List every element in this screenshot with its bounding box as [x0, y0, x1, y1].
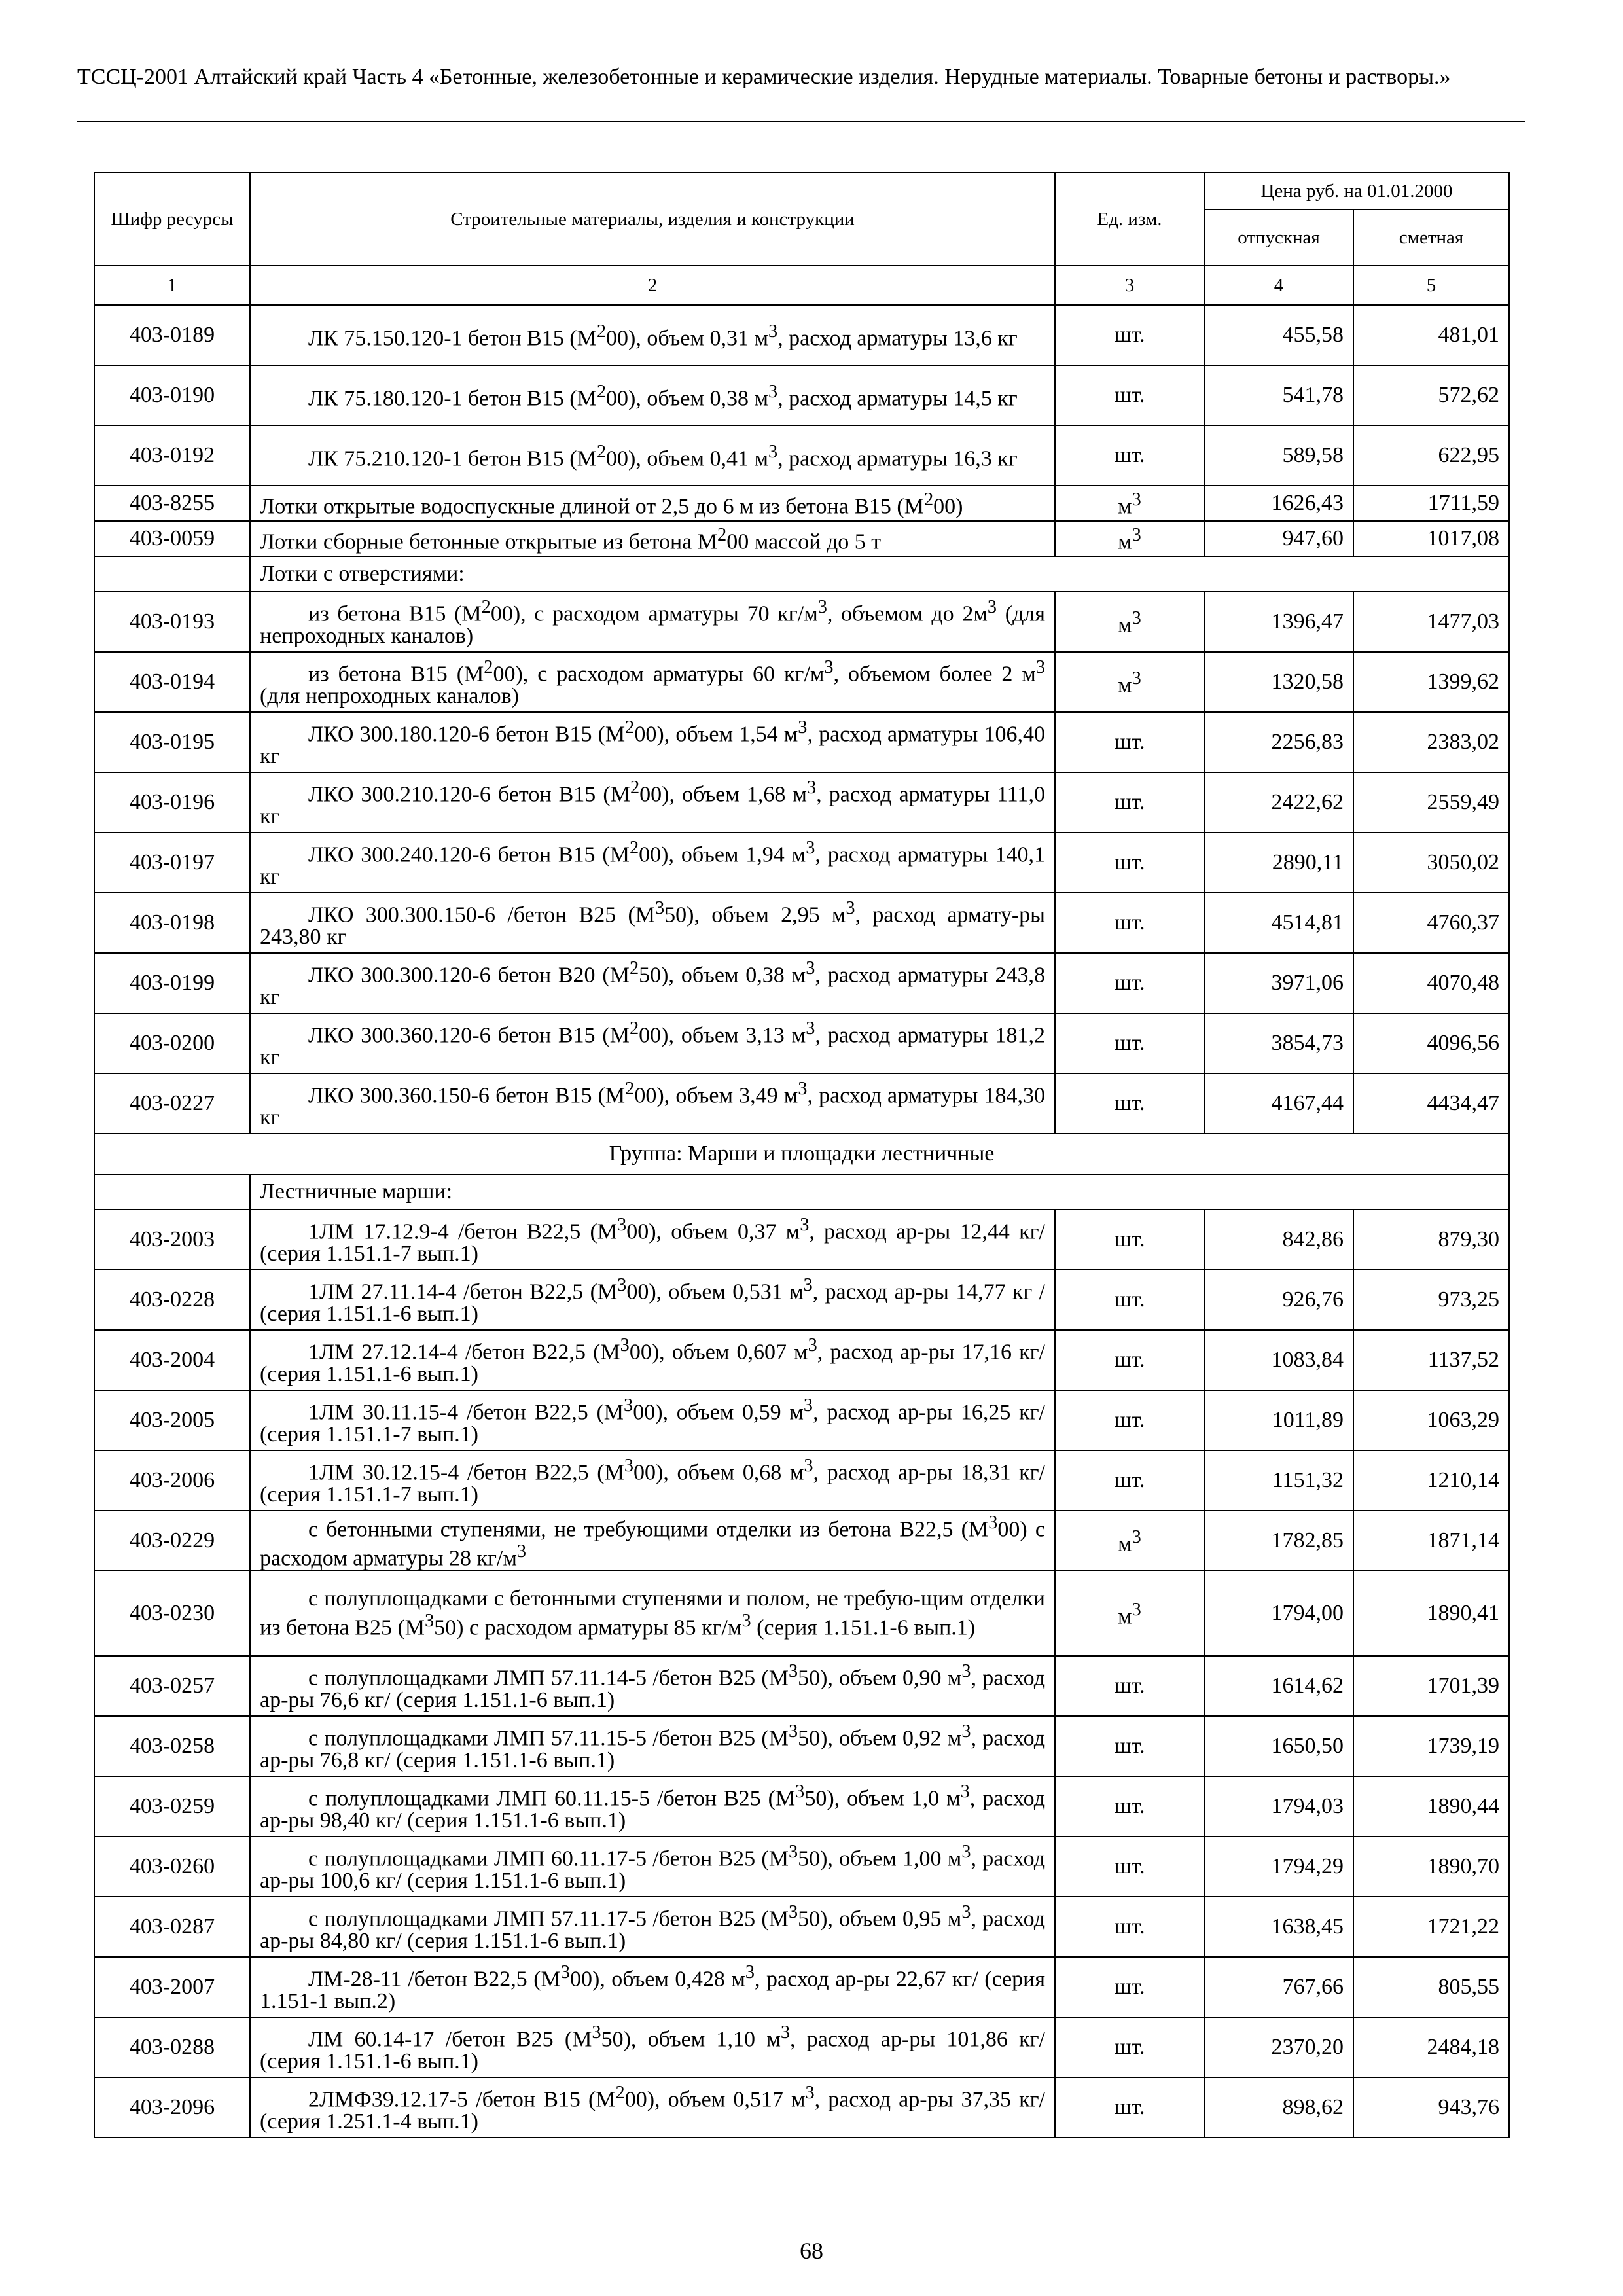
table-row	[94, 1013, 1509, 1073]
material-description: 1ЛМ 27.11.14-4 /бетон В22,5 $(М^300)$, объем 0,531 $м^3$, расход ар-ры 14,77 кг / (серия 1.151.1-6 вып.1)	[250, 1270, 1055, 1330]
resource-code: 403-0260	[94, 1837, 250, 1897]
subheading: Лестничные марши:	[250, 1174, 1509, 1210]
empty-cell	[94, 556, 250, 592]
unit-of-measure: шт.	[1055, 1330, 1204, 1390]
estimate-price: 622,95	[1353, 425, 1509, 486]
resource-code: 403-0229	[94, 1511, 250, 1571]
release-price: 4514,81	[1204, 893, 1353, 953]
estimate-price: 572,62	[1353, 365, 1509, 425]
resource-code: 403-0059	[94, 521, 250, 556]
col-head-estimate: сметная	[1353, 209, 1509, 266]
estimate-price: 1137,52	[1353, 1330, 1509, 1390]
estimate-price: 4760,37	[1353, 893, 1509, 953]
release-price: 2422,62	[1204, 772, 1353, 833]
table-row	[94, 833, 1509, 893]
resource-code: 403-8255	[94, 486, 250, 521]
unit-of-measure: шт.	[1055, 2077, 1204, 2138]
unit-of-measure: $м^3$	[1055, 652, 1204, 712]
unit-of-measure: шт.	[1055, 2017, 1204, 2077]
estimate-price: 1477,03	[1353, 592, 1509, 652]
release-price: 3971,06	[1204, 953, 1353, 1013]
table-row	[94, 1330, 1509, 1390]
material-description: ЛКО 300.300.150-6 /бетон В25 $(М^350)$, объем 2,95 $м^3$, расход армату-ры 243,80 кг	[250, 893, 1055, 953]
table-row	[94, 1716, 1509, 1776]
release-price: 1794,03	[1204, 1776, 1353, 1837]
page-number: 68	[800, 2238, 823, 2264]
material-description: из бетона В15 $(М^200)$, с расходом арматуры 70 $кг/м^3$, объемом до $2м^3$ (для непроходных каналов)	[250, 592, 1055, 652]
release-price: 767,66	[1204, 1957, 1353, 2017]
resource-code: 403-0198	[94, 893, 250, 953]
material-description: ЛК 75.180.120-1 бетон В15 $(М^200)$, объем 0,38 $м^3$, расход арматуры 14,5 кг	[250, 365, 1055, 425]
release-price: 898,62	[1204, 2077, 1353, 2138]
table-row	[94, 712, 1509, 772]
release-price: 1011,89	[1204, 1390, 1353, 1450]
estimate-price: 4070,48	[1353, 953, 1509, 1013]
resource-code: 403-0287	[94, 1897, 250, 1957]
table-row	[94, 953, 1509, 1013]
release-price: 2370,20	[1204, 2017, 1353, 2077]
resource-code: 403-0288	[94, 2017, 250, 2077]
release-price: 1626,43	[1204, 486, 1353, 521]
empty-cell	[94, 1174, 250, 1210]
estimate-price: 1711,59	[1353, 486, 1509, 521]
material-description: ЛКО 300.180.120-6 бетон В15 $(М^200)$, объем 1,54 $м^3$, расход арматуры 106,40 кг	[250, 712, 1055, 772]
table-row	[94, 1511, 1509, 1571]
estimate-price: 1210,14	[1353, 1450, 1509, 1511]
unit-of-measure: шт.	[1055, 1837, 1204, 1897]
resource-code: 403-0230	[94, 1571, 250, 1656]
table-row	[94, 772, 1509, 833]
material-description: ЛК 75.150.120-1 бетон В15 $(М^200)$, объем 0,31 $м^3$, расход арматуры 13,6 кг	[250, 305, 1055, 365]
material-description: с полуплощадками ЛМП 60.11.17-5 /бетон В25 $(М^350)$, объем 1,00 $м^3$, расход ар-ры 100,6 кг/ (серия 1.151.1-6 вып.1)	[250, 1837, 1055, 1897]
unit-of-measure: $м^3$	[1055, 1511, 1204, 1571]
estimate-price: 943,76	[1353, 2077, 1509, 2138]
unit-of-measure: шт.	[1055, 1390, 1204, 1450]
material-description: ЛКО 300.360.150-6 бетон В15 $(М^200)$, объем 3,49 $м^3$, расход арматуры 184,30 кг	[250, 1073, 1055, 1134]
column-number: 1	[94, 266, 250, 305]
table-row	[94, 1210, 1509, 1270]
estimate-price: 1399,62	[1353, 652, 1509, 712]
release-price: 1638,45	[1204, 1897, 1353, 1957]
col-head-name: Строительные материалы, изделия и конструкции	[250, 173, 1055, 266]
table-row	[94, 305, 1509, 365]
resource-code: 403-0189	[94, 305, 250, 365]
table-row	[94, 1270, 1509, 1330]
column-number-row	[94, 266, 1509, 305]
material-description: ЛКО 300.360.120-6 бетон В15 $(М^200)$, объем 3,13 $м^3$, расход арматуры 181,2 кг	[250, 1013, 1055, 1073]
subheading-row	[94, 1174, 1509, 1210]
unit-of-measure: шт.	[1055, 425, 1204, 486]
table-row	[94, 1656, 1509, 1716]
resource-code: 403-2006	[94, 1450, 250, 1511]
release-price: 1396,47	[1204, 592, 1353, 652]
table-row	[94, 1571, 1509, 1656]
column-number: 3	[1055, 266, 1204, 305]
resource-code: 403-0197	[94, 833, 250, 893]
material-description: 1ЛМ 30.11.15-4 /бетон В22,5 $(М^300)$, объем 0,59 $м^3$, расход ар-ры 16,25 кг/ (серия 1.151.1-7 вып.1)	[250, 1390, 1055, 1450]
table-row	[94, 2017, 1509, 2077]
release-price: 2890,11	[1204, 833, 1353, 893]
release-price: 1320,58	[1204, 652, 1353, 712]
unit-of-measure: шт.	[1055, 365, 1204, 425]
release-price: 4167,44	[1204, 1073, 1353, 1134]
table-row	[94, 1897, 1509, 1957]
material-description: 2ЛМФ39.12.17-5 /бетон В15 $(М^200)$, объем 0,517 $м^3$, расход ар-ры 37,35 кг/ (серия 1.251.1-4 вып.1)	[250, 2077, 1055, 2138]
col-head-price: Цена руб. на 01.01.2000	[1204, 173, 1509, 209]
unit-of-measure: $м^3$	[1055, 486, 1204, 521]
resource-code: 403-0193	[94, 592, 250, 652]
table-row	[94, 652, 1509, 712]
unit-of-measure: шт.	[1055, 953, 1204, 1013]
release-price: 589,58	[1204, 425, 1353, 486]
unit-of-measure: шт.	[1055, 712, 1204, 772]
table-row	[94, 893, 1509, 953]
resource-code: 403-0227	[94, 1073, 250, 1134]
unit-of-measure: шт.	[1055, 1013, 1204, 1073]
resource-code: 403-0200	[94, 1013, 250, 1073]
table-row	[94, 365, 1509, 425]
table-row	[94, 521, 1509, 556]
release-price: 1794,00	[1204, 1571, 1353, 1656]
estimate-price: 1739,19	[1353, 1716, 1509, 1776]
estimate-price: 2383,02	[1353, 712, 1509, 772]
estimate-price: 481,01	[1353, 305, 1509, 365]
material-description: ЛКО 300.300.120-6 бетон В20 $(М^250)$, объем 0,38 $м^3$, расход арматуры 243,8 кг	[250, 953, 1055, 1013]
unit-of-measure: шт.	[1055, 1957, 1204, 2017]
table-row	[94, 1957, 1509, 2017]
material-description: 1ЛМ 17.12.9-4 /бетон В22,5 $(М^300)$, объем 0,37 $м^3$, расход ар-ры 12,44 кг/ (серия 1.151.1-7 вып.1)	[250, 1210, 1055, 1270]
material-description: из бетона В15 $(М^200)$, с расходом арматуры 60 $кг/м^3$, объемом более 2 $м^3$ (для непроходных каналов)	[250, 652, 1055, 712]
material-description: ЛКО 300.210.120-6 бетон В15 $(М^200)$, объем 1,68 $м^3$, расход арматуры 111,0 кг	[250, 772, 1055, 833]
table-row	[94, 1073, 1509, 1134]
table-row	[94, 1450, 1509, 1511]
col-head-unit: Ед. изм.	[1055, 173, 1204, 266]
material-description: ЛМ-28-11 /бетон В22,5 $(М^300)$, объем 0,428 $м^3$, расход ар-ры 22,67 кг/ (серия 1.151-1 вып.2)	[250, 1957, 1055, 2017]
col-head-code: Шифр ресурсы	[94, 173, 250, 266]
unit-of-measure: шт.	[1055, 305, 1204, 365]
unit-of-measure: шт.	[1055, 1776, 1204, 1837]
subheading-row	[94, 556, 1509, 592]
resource-code: 403-2004	[94, 1330, 250, 1390]
table-row	[94, 486, 1509, 521]
table-row	[94, 1776, 1509, 1837]
column-number: 4	[1204, 266, 1353, 305]
material-description: с бетонными ступенями, не требующими отделки из бетона В22,5 $(М^300)$ с расходом арматуры 28 $кг/м^3$	[250, 1511, 1055, 1571]
estimate-price: 1890,41	[1353, 1571, 1509, 1656]
estimate-price: 1063,29	[1353, 1390, 1509, 1450]
material-description: 1ЛМ 30.12.15-4 /бетон В22,5 $(М^300)$, объем 0,68 $м^3$, расход ар-ры 18,31 кг/ (серия 1.151.1-7 вып.1)	[250, 1450, 1055, 1511]
unit-of-measure: шт.	[1055, 1210, 1204, 1270]
unit-of-measure: шт.	[1055, 1656, 1204, 1716]
unit-of-measure: $м^3$	[1055, 1571, 1204, 1656]
estimate-price: 1890,44	[1353, 1776, 1509, 1837]
material-description: с полуплощадками с бетонными ступенями и полом, не требую-щим отделки из бетона В25 $(М^350)$ с расходом арматуры 85 $кг/м^3$ (серия 1.151.1-6 вып.1)	[250, 1571, 1055, 1656]
release-price: 1650,50	[1204, 1716, 1353, 1776]
material-description: Лотки открытые водоспускные длиной от 2,5 до 6 м из бетона В15 $(М^200)$	[250, 486, 1055, 521]
resource-code: 403-2096	[94, 2077, 250, 2138]
material-description: ЛК 75.210.120-1 бетон В15 $(М^200)$, объем 0,41 $м^3$, расход арматуры 16,3 кг	[250, 425, 1055, 486]
unit-of-measure: $м^3$	[1055, 592, 1204, 652]
estimate-price: 4096,56	[1353, 1013, 1509, 1073]
document-header: ТССЦ-2001 Алтайский край Часть 4 «Бетонные, железобетонные и керамические изделия. Нерудные материалы. Товарные бетоны и растворы.»	[77, 65, 1451, 89]
material-description: с полуплощадками ЛМП 57.11.17-5 /бетон В25 $(М^350)$, объем 0,95 $м^3$, расход ар-ры 84,80 кг/ (серия 1.151.1-6 вып.1)	[250, 1897, 1055, 1957]
resource-code: 403-0195	[94, 712, 250, 772]
release-price: 1151,32	[1204, 1450, 1353, 1511]
table-row	[94, 1390, 1509, 1450]
resource-code: 403-0192	[94, 425, 250, 486]
resource-code: 403-0194	[94, 652, 250, 712]
unit-of-measure: шт.	[1055, 772, 1204, 833]
resource-code: 403-0196	[94, 772, 250, 833]
release-price: 455,58	[1204, 305, 1353, 365]
estimate-price: 1871,14	[1353, 1511, 1509, 1571]
unit-of-measure: шт.	[1055, 893, 1204, 953]
col-head-release: отпускная	[1204, 209, 1353, 266]
unit-of-measure: шт.	[1055, 1897, 1204, 1957]
unit-of-measure: шт.	[1055, 1450, 1204, 1511]
estimate-price: 805,55	[1353, 1957, 1509, 2017]
table-body	[94, 266, 1509, 2138]
estimate-price: 1890,70	[1353, 1837, 1509, 1897]
estimate-price: 973,25	[1353, 1270, 1509, 1330]
resource-code: 403-0228	[94, 1270, 250, 1330]
table-row	[94, 2077, 1509, 2138]
header-rule	[77, 121, 1525, 122]
table-row	[94, 425, 1509, 486]
material-description: 1ЛМ 27.12.14-4 /бетон В22,5 $(М^300)$, объем 0,607 $м^3$, расход ар-ры 17,16 кг/ (серия 1.151.1-6 вып.1)	[250, 1330, 1055, 1390]
material-description: Лотки сборные бетонные открытые из бетона $М^200$ массой до 5 т	[250, 521, 1055, 556]
estimate-price: 1701,39	[1353, 1656, 1509, 1716]
material-description: с полуплощадками ЛМП 57.11.14-5 /бетон В25 $(М^350)$, объем 0,90 $м^3$, расход ар-ры 76,6 кг/ (серия 1.151.1-6 вып.1)	[250, 1656, 1055, 1716]
release-price: 1614,62	[1204, 1656, 1353, 1716]
price-table	[94, 172, 1510, 2138]
material-description: с полуплощадками ЛМП 57.11.15-5 /бетон В25 $(М^350)$, объем 0,92 $м^3$, расход ар-ры 76,8 кг/ (серия 1.151.1-6 вып.1)	[250, 1716, 1055, 1776]
estimate-price: 4434,47	[1353, 1073, 1509, 1134]
table-row	[94, 1837, 1509, 1897]
group-heading: Группа: Марши и площадки лестничные	[94, 1134, 1509, 1174]
release-price: 1794,29	[1204, 1837, 1353, 1897]
release-price: 3854,73	[1204, 1013, 1353, 1073]
resource-code: 403-2007	[94, 1957, 250, 2017]
unit-of-measure: шт.	[1055, 1716, 1204, 1776]
estimate-price: 2559,49	[1353, 772, 1509, 833]
estimate-price: 1017,08	[1353, 521, 1509, 556]
group-heading-row	[94, 1134, 1509, 1174]
release-price: 842,86	[1204, 1210, 1353, 1270]
unit-of-measure: шт.	[1055, 1073, 1204, 1134]
unit-of-measure: $м^3$	[1055, 521, 1204, 556]
material-description: ЛКО 300.240.120-6 бетон В15 $(М^200)$, объем 1,94 $м^3$, расход арматуры 140,1 кг	[250, 833, 1055, 893]
subheading: Лотки с отверстиями:	[250, 556, 1509, 592]
resource-code: 403-2003	[94, 1210, 250, 1270]
release-price: 1083,84	[1204, 1330, 1353, 1390]
column-number: 2	[250, 266, 1055, 305]
material-description: ЛМ 60.14-17 /бетон В25 $(М^350)$, объем 1,10 $м^3$, расход ар-ры 101,86 кг/ (серия 1.151.1-6 вып.1)	[250, 2017, 1055, 2077]
resource-code: 403-0199	[94, 953, 250, 1013]
release-price: 926,76	[1204, 1270, 1353, 1330]
column-number: 5	[1353, 266, 1509, 305]
table-row	[94, 592, 1509, 652]
estimate-price: 879,30	[1353, 1210, 1509, 1270]
resource-code: 403-0259	[94, 1776, 250, 1837]
resource-code: 403-0257	[94, 1656, 250, 1716]
unit-of-measure: шт.	[1055, 833, 1204, 893]
release-price: 2256,83	[1204, 712, 1353, 772]
resource-code: 403-0190	[94, 365, 250, 425]
material-description: с полуплощадками ЛМП 60.11.15-5 /бетон В25 $(М^350)$, объем 1,0 $м^3$, расход ар-ры 98,40 кг/ (серия 1.151.1-6 вып.1)	[250, 1776, 1055, 1837]
estimate-price: 3050,02	[1353, 833, 1509, 893]
estimate-price: 1721,22	[1353, 1897, 1509, 1957]
resource-code: 403-0258	[94, 1716, 250, 1776]
release-price: 947,60	[1204, 521, 1353, 556]
release-price: 541,78	[1204, 365, 1353, 425]
unit-of-measure: шт.	[1055, 1270, 1204, 1330]
resource-code: 403-2005	[94, 1390, 250, 1450]
estimate-price: 2484,18	[1353, 2017, 1509, 2077]
release-price: 1782,85	[1204, 1511, 1353, 1571]
